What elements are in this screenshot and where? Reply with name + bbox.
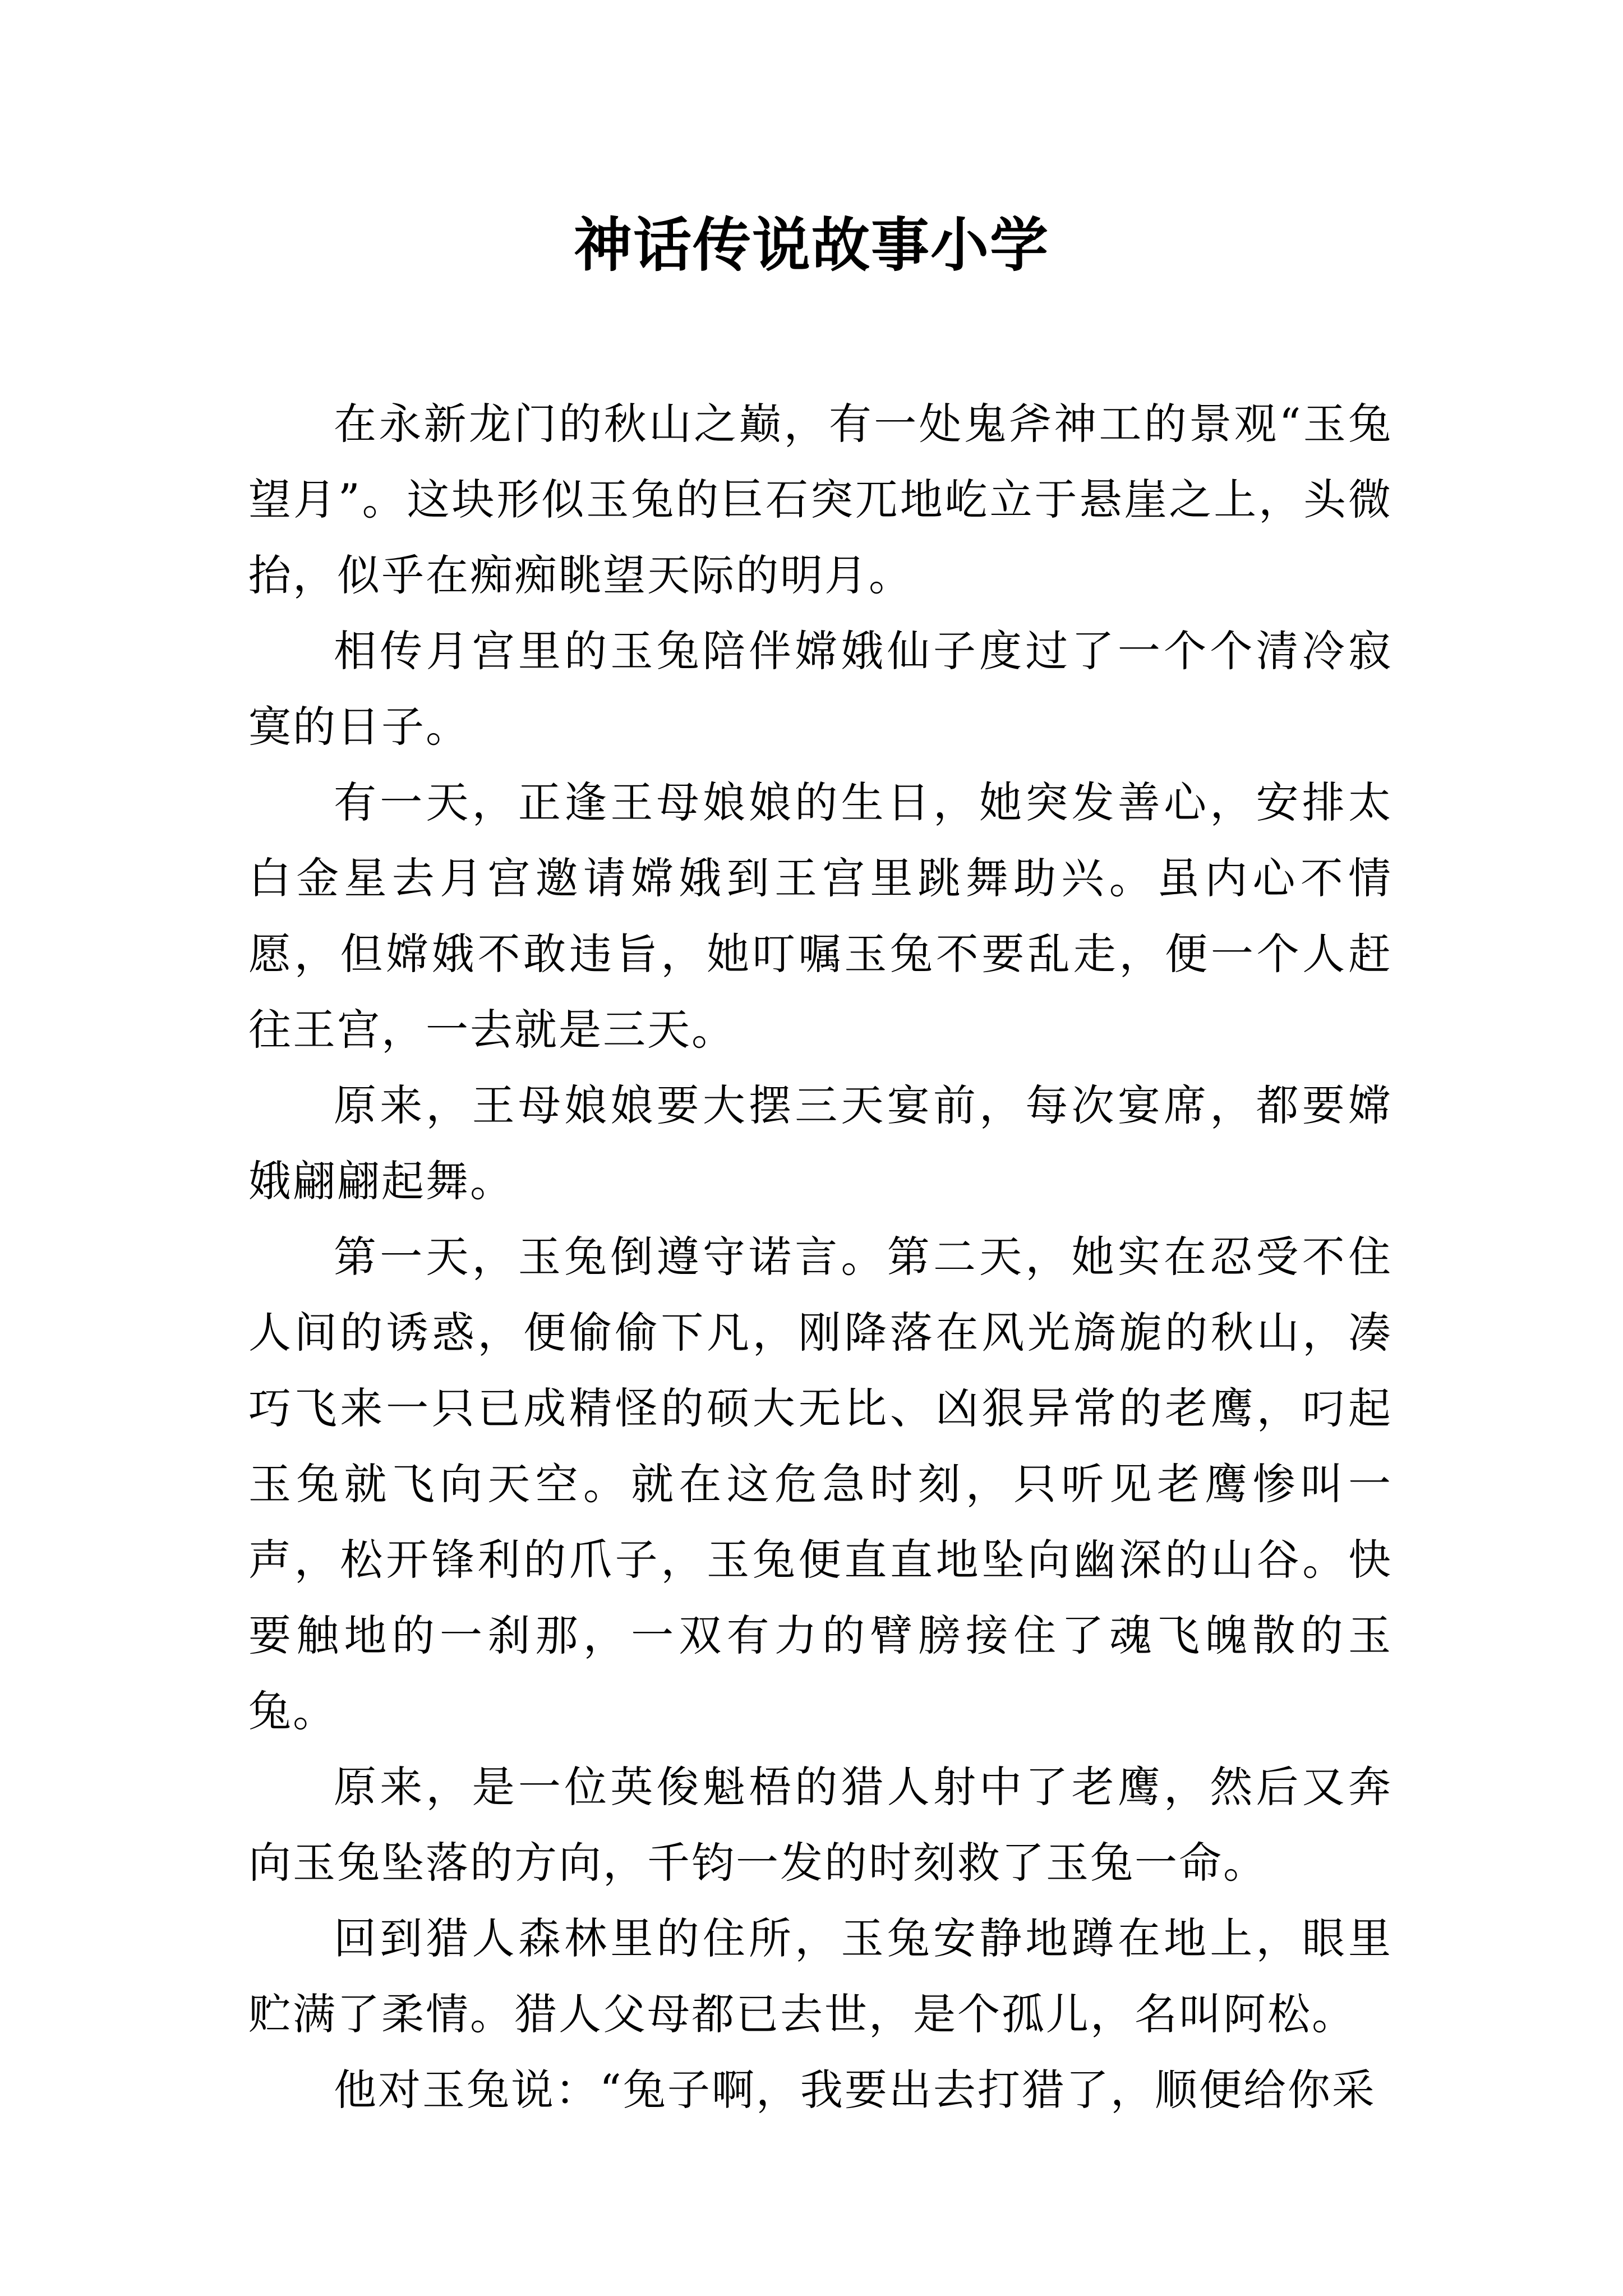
document-body — [248, 386, 1393, 2128]
paragraph-5: 第一天，玉兔倒遵守诺言。第二天，她实在忍受不住人间的诱惑，便偷偷下凡，刚降落在风光旖旎的秋山，凑巧飞来一只已成精怪的硕大无比、凶狠异常的老鹰，叼起玉兔就飞向天空。就在这危急时刻，只听见老鹰惨叫一声，松开锋利的爪子，玉兔便直直地坠向幽深的山谷。快要触地的一刹那，一双有力的臂膀接住了魂飞魄散的玉兔。 — [248, 1232, 1393, 1736]
paragraph-2: 相传月宫里的玉兔陪伴嫦娥仙子度过了一个个清冷寂寞的日子。 — [248, 626, 1393, 752]
paragraph-3: 有一天，正逢王母娘娘的生日，她突发善心，安排太白金星去月宫邀请嫦娥到王宫里跳舞助兴。虽内心不情愿，但嫦娥不敢违旨，她叮嘱玉兔不要乱走，便一个人赶往王宫，一去就是三天。 — [248, 777, 1393, 1055]
paragraph-7: 回到猎人森林里的住所，玉兔安静地蹲在地上，眼里贮满了柔情。猎人父母都已去世，是个孤儿，名叫阿松。 — [248, 1913, 1393, 2039]
paragraph-6: 原来，是一位英俊魁梧的猎人射中了老鹰，然后又奔向玉兔坠落的方向，千钧一发的时刻救了玉兔一命。 — [248, 1762, 1393, 1888]
paragraph-8: 他对玉兔说：“兔子啊，我要出去打猎了，顺便给你采 — [334, 2065, 1376, 2115]
paragraph-4: 原来，王母娘娘要大摆三天宴前，每次宴席，都要嫦娥翩翩起舞。 — [248, 1080, 1393, 1206]
paragraph-1: 在永新龙门的秋山之巅，有一处鬼斧神工的景观“玉兔望月”。这块形似玉兔的巨石突兀地屹立于悬崖之上，头微抬，似乎在痴痴眺望天际的明月。 — [248, 399, 1393, 600]
document-title: 神话传说故事小学 — [573, 210, 1049, 279]
